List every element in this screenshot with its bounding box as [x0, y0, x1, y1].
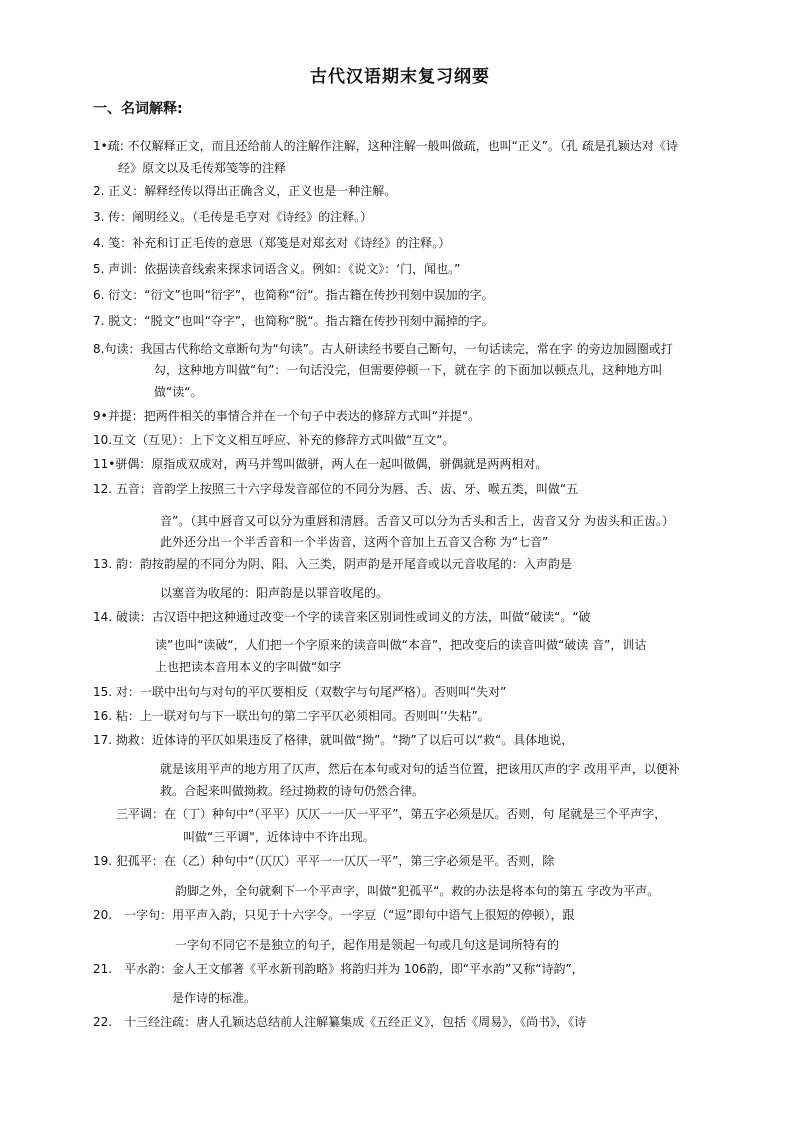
text-line: 2. 正义：解释经传以得出正确含义，正义也是一种注解。 — [93, 184, 397, 198]
text-line: 韵脚之外，全句就剩下一个平声字，叫做“犯孤平“。救的办法是将本句的第五 字改为平声。 — [175, 884, 660, 898]
text-line: 读”也叫“读破“，人们把一个字原来的读音叫做“本音”，把改变后的读音叫做“破读 音”，训诂 — [155, 638, 647, 652]
text-line: 22. 十三经注疏：唐人孔颖达总结前人注解纂集成《五经正义》，包括《周易》，《尚书》，《诗 — [93, 1015, 587, 1029]
text-line: 16. 粘：上一联对句与下一联出句的第二字平仄必须相同。否则叫’‘失粘”。 — [93, 709, 490, 723]
text-line: 7. 脱文：“脱文”也叫“夺字”，也简称“脱“。指古籍在传抄刊刻中漏掉的字。 — [93, 314, 494, 328]
text-line: 1•疏: 不仅解释正文，而且还给前人的注解作注解，这种注解一般叫做疏，也叫“正义”。（孔 疏是孔颖达对《诗 — [93, 139, 678, 153]
text-line: 做“读“。 — [154, 385, 203, 399]
text-line: 3. 传：阐明经义。（毛传是毛亨对《诗经》的注释。） — [93, 210, 373, 224]
text-line: 5. 声训：依据读音线索来探求词语含义。例如：《说文》：‘门，闻也。” — [93, 262, 461, 276]
text-line: 4. 笺：补充和订正毛传的意思（郑笺是对郑玄对《诗经》的注释。） — [93, 236, 451, 250]
text-line: 三平调：在（丁）种句中“（平平）仄仄一一仄一平平”，第五字必须是仄。否则，句 尾就是三个平声字， — [116, 807, 667, 821]
text-line: 是作诗的标准。 — [172, 991, 257, 1005]
text-line: 11•骈偶：原指成双成对，两马并驾叫做骈，两人在一起叫做偶，骈偶就是两两相对。 — [93, 457, 548, 471]
text-line: 15. 对：一联中出句与对句的平仄要相反（双数字与句尾严格）。否则叫“失对” — [93, 685, 507, 699]
text-line: 以塞音为收尾的：阳声韵是以罪音收尾的。 — [160, 586, 389, 600]
page-title: 古代汉语期末复习纲要 — [310, 67, 490, 87]
text-line: 一字句不同它不是独立的句子，起作用是领起一句或几句这是词所特有的 — [175, 938, 560, 952]
text-line: 13. 韵：韵按韵屋的不同分为阴、阳、入三类，阴声韵是开尾音或以元音收尾的：入声韵是 — [93, 557, 572, 571]
text-line: 救。合起来叫做拗救。经过拗救的诗句仍然合律。 — [160, 784, 425, 798]
text-line: 叫做“三平调"，近体诗中不许出现。 — [183, 830, 375, 844]
text-line: 就是该用平声的地方用了仄声，然后在本句或对句的适当位置，把该用仄声的字 改用平声，以便补 — [160, 762, 680, 776]
text-line: 勾，这种地方叫做“句”：一句话没完，但需要停顿一下，就在字 的下面加以顿点儿，这种地方叫 — [154, 363, 663, 377]
text-line: 20. 一字句：用平声入韵，只见于十六字令。一字豆（“逗”即句中语气上很短的停顿），跟 — [93, 908, 575, 922]
text-line: 经》原文以及毛传郑笺等的注释 — [118, 161, 287, 175]
text-line: 14. 破读：古汉语中把这种通过改变一个字的读音来区别词性或词义的方法，叫做“破读“。“破 — [93, 610, 591, 624]
text-line: 10.互文（互见）：上下文义相互呼应、补充的修辞方式叫做“互文“。 — [93, 433, 455, 447]
text-line: 6. 衍文：“衍文”也叫“衍字”，也简称“衍“。指古籍在传抄刊刻中误加的字。 — [93, 288, 494, 302]
text-line: 音”。（其中唇音又可以分为重唇和清唇。舌音又可以分为舌头和舌上，齿音又分 为齿头和正齿。） — [160, 514, 675, 528]
text-line: 21. 平水韵：金人王文郁著《平水新刊韵略》将韵归并为 106韵，即“平水韵”又称“诗韵”， — [93, 962, 584, 976]
text-line: 9•并提：把两件相关的事情合并在一个句子中表达的修辞方式叫“并提“。 — [93, 409, 481, 423]
text-line: 8.句读：我国古代称给文章断句为“句读”。古人研读经书要自己断句，一句话读完，常在字 的旁边加圆圈或打 — [93, 342, 673, 356]
text-line: 19. 犯孤平：在（乙）种句中“（仄仄）平平一一仄仄一平”，第三字必须是平。否则，除 — [93, 854, 555, 868]
text-line: 上也把读本音用本义的字叫做“如字 — [155, 660, 342, 674]
text-line: 12. 五音：音韵学上按照三十六字母发音部位的不同分为唇、舌、齿、牙、喉五类，叫做“五 — [93, 482, 579, 496]
text-line: 17. 拗救：近体诗的平仄如果违反了格律，就叫做“拗”。“拗”了以后可以“救“。具体地说， — [93, 733, 574, 747]
section-heading: 一、名词解释: — [93, 101, 183, 117]
text-line: 此外还分出一个半舌音和一个半齿音，这两个音加上五音又合称 为“七音” — [160, 535, 549, 549]
